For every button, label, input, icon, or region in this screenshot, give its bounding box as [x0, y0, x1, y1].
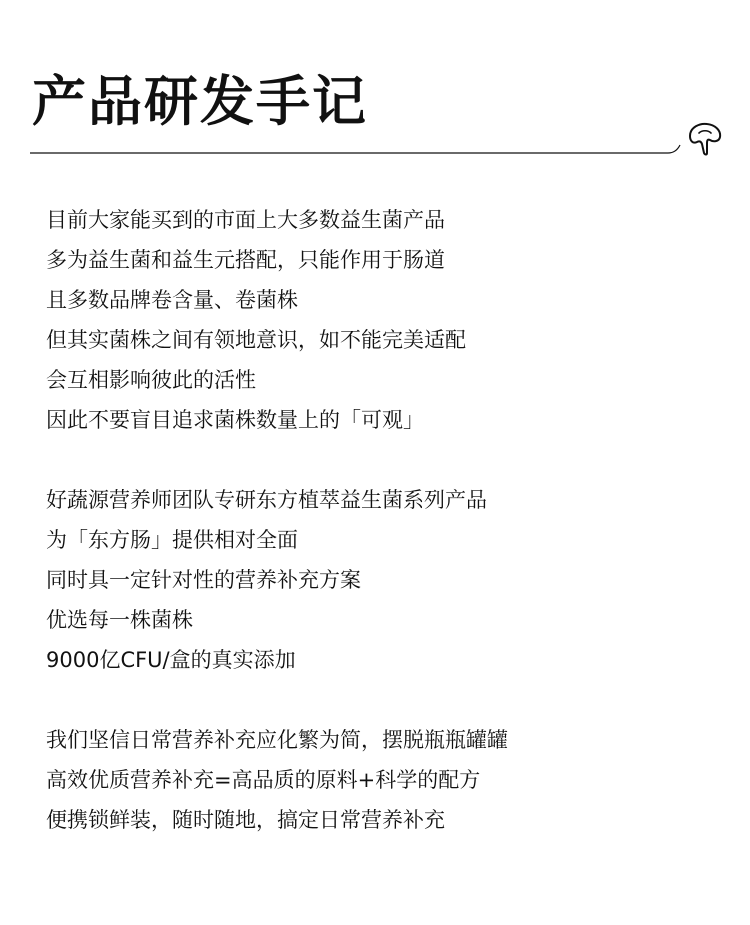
text-line: 因此不要盲目追求菌株数量上的「可观」 [46, 408, 424, 432]
text-line: 目前大家能买到的市面上大多数益生菌产品 [46, 208, 445, 232]
title-divider [30, 140, 710, 160]
page-title: 产品研发手记 [32, 70, 368, 133]
text-line: 好蔬源营养师团队专研东方植萃益生菌系列产品 [46, 488, 487, 512]
text-line: 便携锁鲜装，随时随地，搞定日常营养补充 [46, 808, 445, 832]
mushroom-logo-icon [686, 120, 724, 158]
text-line: 高效优质营养补充=高品质的原料+科学的配方 [46, 768, 481, 792]
text-line: 但其实菌株之间有领地意识，如不能完美适配 [46, 328, 466, 352]
text-line: 会互相影响彼此的活性 [46, 368, 256, 392]
text-line: 优选每一株菌株 [46, 608, 193, 632]
text-line: 9000亿CFU/盒的真实添加 [46, 648, 296, 672]
text-line: 多为益生菌和益生元搭配，只能作用于肠道 [46, 248, 445, 272]
article-body [46, 200, 726, 880]
text-line: 我们坚信日常营养补充应化繁为简，摆脱瓶瓶罐罐 [46, 728, 508, 752]
paragraph-2 [46, 480, 726, 680]
paragraph-1 [46, 200, 726, 440]
text-line: 且多数品牌卷含量、卷菌株 [46, 288, 298, 312]
text-line: 为「东方肠」提供相对全面 [46, 528, 298, 552]
text-line: 同时具一定针对性的营养补充方案 [46, 568, 361, 592]
paragraph-3 [46, 720, 726, 840]
